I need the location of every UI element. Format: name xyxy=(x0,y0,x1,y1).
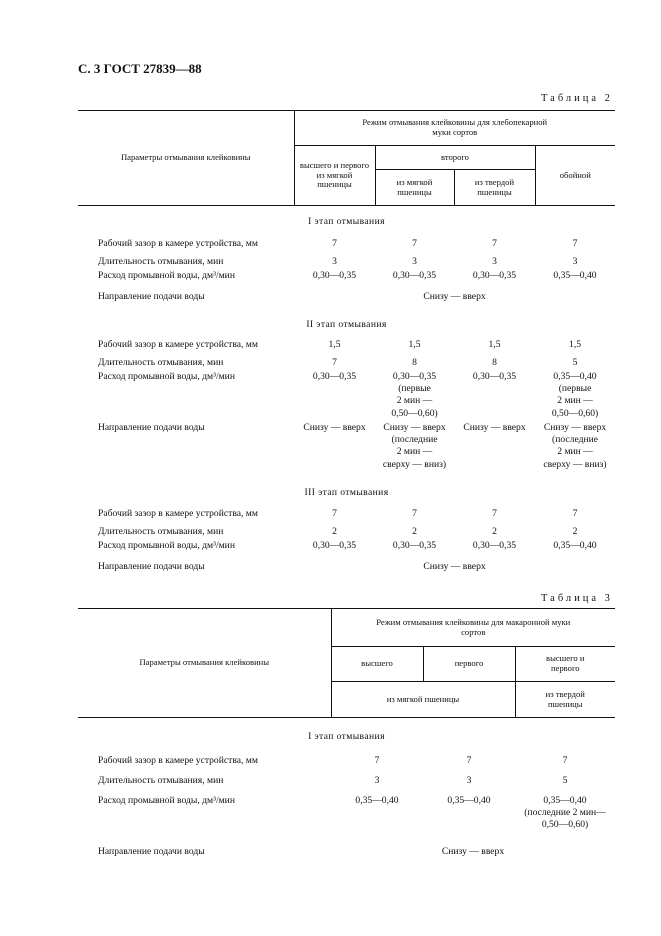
value-cell: 7 xyxy=(332,356,337,368)
col-hard-header: из твердой пшеницы xyxy=(454,170,535,206)
table-row xyxy=(78,371,615,422)
table-row xyxy=(78,775,615,795)
value-cell: 0,30—0,35 (первые 2 мин — 0,50—0,60) xyxy=(391,370,438,419)
value-cell: 3 xyxy=(572,255,578,267)
value-cell: 8 xyxy=(492,356,497,368)
row-label: Направление подачи воды xyxy=(98,421,205,433)
mode-header: Режим отмывания клейковины для хлебопекарной муки сортов xyxy=(294,111,615,146)
row-label: Длительность отмывания, мин xyxy=(98,356,224,368)
table-row xyxy=(78,526,615,540)
table-row xyxy=(78,561,615,581)
merged-value-cell: Снизу — вверх xyxy=(423,290,486,302)
hard-wheat-header: из твердой пшеницы xyxy=(515,682,615,718)
params-header: Параметры отмывания клейковины xyxy=(78,111,294,206)
value-cell: 0,30—0,35 xyxy=(472,370,517,382)
table-row xyxy=(78,339,615,357)
value-cell: Снизу — вверх (последние 2 мин — сверху — вниз) xyxy=(382,421,447,470)
stage-title: II этап отмывания xyxy=(306,319,387,330)
value-cell: 0,30—0,35 xyxy=(312,370,357,382)
value-cell: 0,30—0,35 xyxy=(392,269,437,281)
stage-row xyxy=(78,718,615,755)
table-row xyxy=(78,795,615,846)
params-header: Параметры отмывания клейковины xyxy=(78,609,331,718)
col-premium-first-header: высшего и первого xyxy=(515,647,615,682)
stage-title: III этап отмывания xyxy=(304,487,389,498)
value-cell: 7 xyxy=(492,507,497,519)
value-cell: 7 xyxy=(572,507,578,519)
table2-caption: Таблица 2 xyxy=(541,93,613,104)
value-cell: 0,30—0,35 xyxy=(312,269,357,281)
value-cell: 3 xyxy=(492,255,497,267)
value-cell: 3 xyxy=(374,774,380,786)
row-label: Расход промывной воды, дм³/мин xyxy=(98,539,235,551)
table-row xyxy=(78,256,615,270)
row-label: Направление подачи воды xyxy=(98,845,205,857)
row-label: Расход промывной воды, дм³/мин xyxy=(98,370,235,382)
row-label: Длительность отмывания, мин xyxy=(98,774,224,786)
row-label: Направление подачи воды xyxy=(98,560,205,572)
value-cell: 0,35—0,40 (первые 2 мин — 0,50—0,60) xyxy=(551,370,599,419)
stage-title: I этап отмывания xyxy=(308,730,385,742)
col-second-header: второго xyxy=(375,146,535,170)
row-label: Рабочий зазор в камере устройства, мм xyxy=(98,237,258,249)
merged-value-cell: Снизу — вверх xyxy=(441,845,505,857)
value-cell: 0,35—0,40 xyxy=(447,794,491,806)
value-cell: 7 xyxy=(572,237,578,249)
col-soft-header: из мягкой пшеницы xyxy=(375,170,454,206)
value-cell: 7 xyxy=(492,237,497,249)
value-cell: 2 xyxy=(572,525,578,537)
value-cell: 1,5 xyxy=(569,338,582,350)
value-cell: 7 xyxy=(332,507,337,519)
value-cell: 1,5 xyxy=(488,338,501,350)
value-cell: 7 xyxy=(332,237,337,249)
stage-title: I этап отмывания xyxy=(308,216,385,228)
value-cell: 2 xyxy=(412,525,417,537)
value-cell: 7 xyxy=(412,237,417,249)
value-cell: 0,30—0,35 xyxy=(392,539,437,551)
table3-body xyxy=(78,718,615,866)
table-row xyxy=(78,755,615,775)
value-cell: Снизу — вверх (последние 2 мин — сверху — вниз) xyxy=(543,421,607,470)
table-row xyxy=(78,270,615,291)
row-label: Рабочий зазор в камере устройства, мм xyxy=(98,338,258,350)
value-cell: 8 xyxy=(412,356,417,368)
row-label: Направление подачи воды xyxy=(98,290,205,302)
value-cell: 1,5 xyxy=(328,338,341,350)
value-cell: 7 xyxy=(466,754,472,766)
soft-wheat-header: из мягкой пшеницы xyxy=(331,682,515,718)
mode-header: Режим отмывания клейковины для макаронной муки сортов xyxy=(331,609,615,647)
table-row xyxy=(78,508,615,526)
value-cell: 0,30—0,35 xyxy=(472,539,517,551)
value-cell: 0,35—0,40 xyxy=(553,269,597,281)
value-cell: 0,30—0,35 xyxy=(312,539,357,551)
table-row xyxy=(78,291,615,311)
value-cell: 0,35—0,40 xyxy=(355,794,399,806)
col-wholemeal-header: обойной xyxy=(535,146,615,206)
table-row xyxy=(78,540,615,561)
value-cell: 0,35—0,40 xyxy=(553,539,597,551)
value-cell: 0,30—0,35 xyxy=(472,269,517,281)
value-cell: 0,35—0,40 (последние 2 мин— 0,50—0,60) xyxy=(524,794,606,831)
page-header: С. 3 ГОСТ 27839—88 xyxy=(78,61,202,76)
table-row xyxy=(78,238,615,256)
value-cell: 2 xyxy=(492,525,497,537)
value-cell: 5 xyxy=(572,356,578,368)
row-label: Расход промывной воды, дм³/мин xyxy=(98,794,235,806)
row-label: Рабочий зазор в камере устройства, мм xyxy=(98,507,258,519)
table-2 xyxy=(78,110,615,581)
value-cell: 7 xyxy=(412,507,417,519)
value-cell: 3 xyxy=(332,255,337,267)
stage-row xyxy=(78,206,615,238)
table-row xyxy=(78,422,615,478)
value-cell: Снизу — вверх xyxy=(463,421,526,433)
stage-row xyxy=(78,311,615,339)
value-cell: 3 xyxy=(466,774,472,786)
value-cell: 5 xyxy=(562,774,568,786)
row-label: Длительность отмывания, мин xyxy=(98,255,224,267)
table-row xyxy=(78,357,615,371)
table2-body xyxy=(78,206,615,581)
value-cell: Снизу — вверх xyxy=(303,421,366,433)
value-cell: 3 xyxy=(412,255,417,267)
row-label: Рабочий зазор в камере устройства, мм xyxy=(98,754,258,766)
row-label: Длительность отмывания, мин xyxy=(98,525,224,537)
table3-caption: Таблица 3 xyxy=(541,593,613,604)
value-cell: 7 xyxy=(562,754,568,766)
value-cell: 2 xyxy=(332,525,337,537)
stage-row xyxy=(78,478,615,508)
table-row xyxy=(78,846,615,866)
table-3 xyxy=(78,608,615,866)
merged-value-cell: Снизу — вверх xyxy=(423,560,486,572)
row-label: Расход промывной воды, дм³/мин xyxy=(98,269,235,281)
col-first-header: первого xyxy=(423,647,515,682)
col-premium-header: высшего и первого из мягкой пшеницы xyxy=(294,146,375,206)
value-cell: 7 xyxy=(374,754,380,766)
value-cell: 1,5 xyxy=(408,338,421,350)
col-premium-header: высшего xyxy=(331,647,423,682)
